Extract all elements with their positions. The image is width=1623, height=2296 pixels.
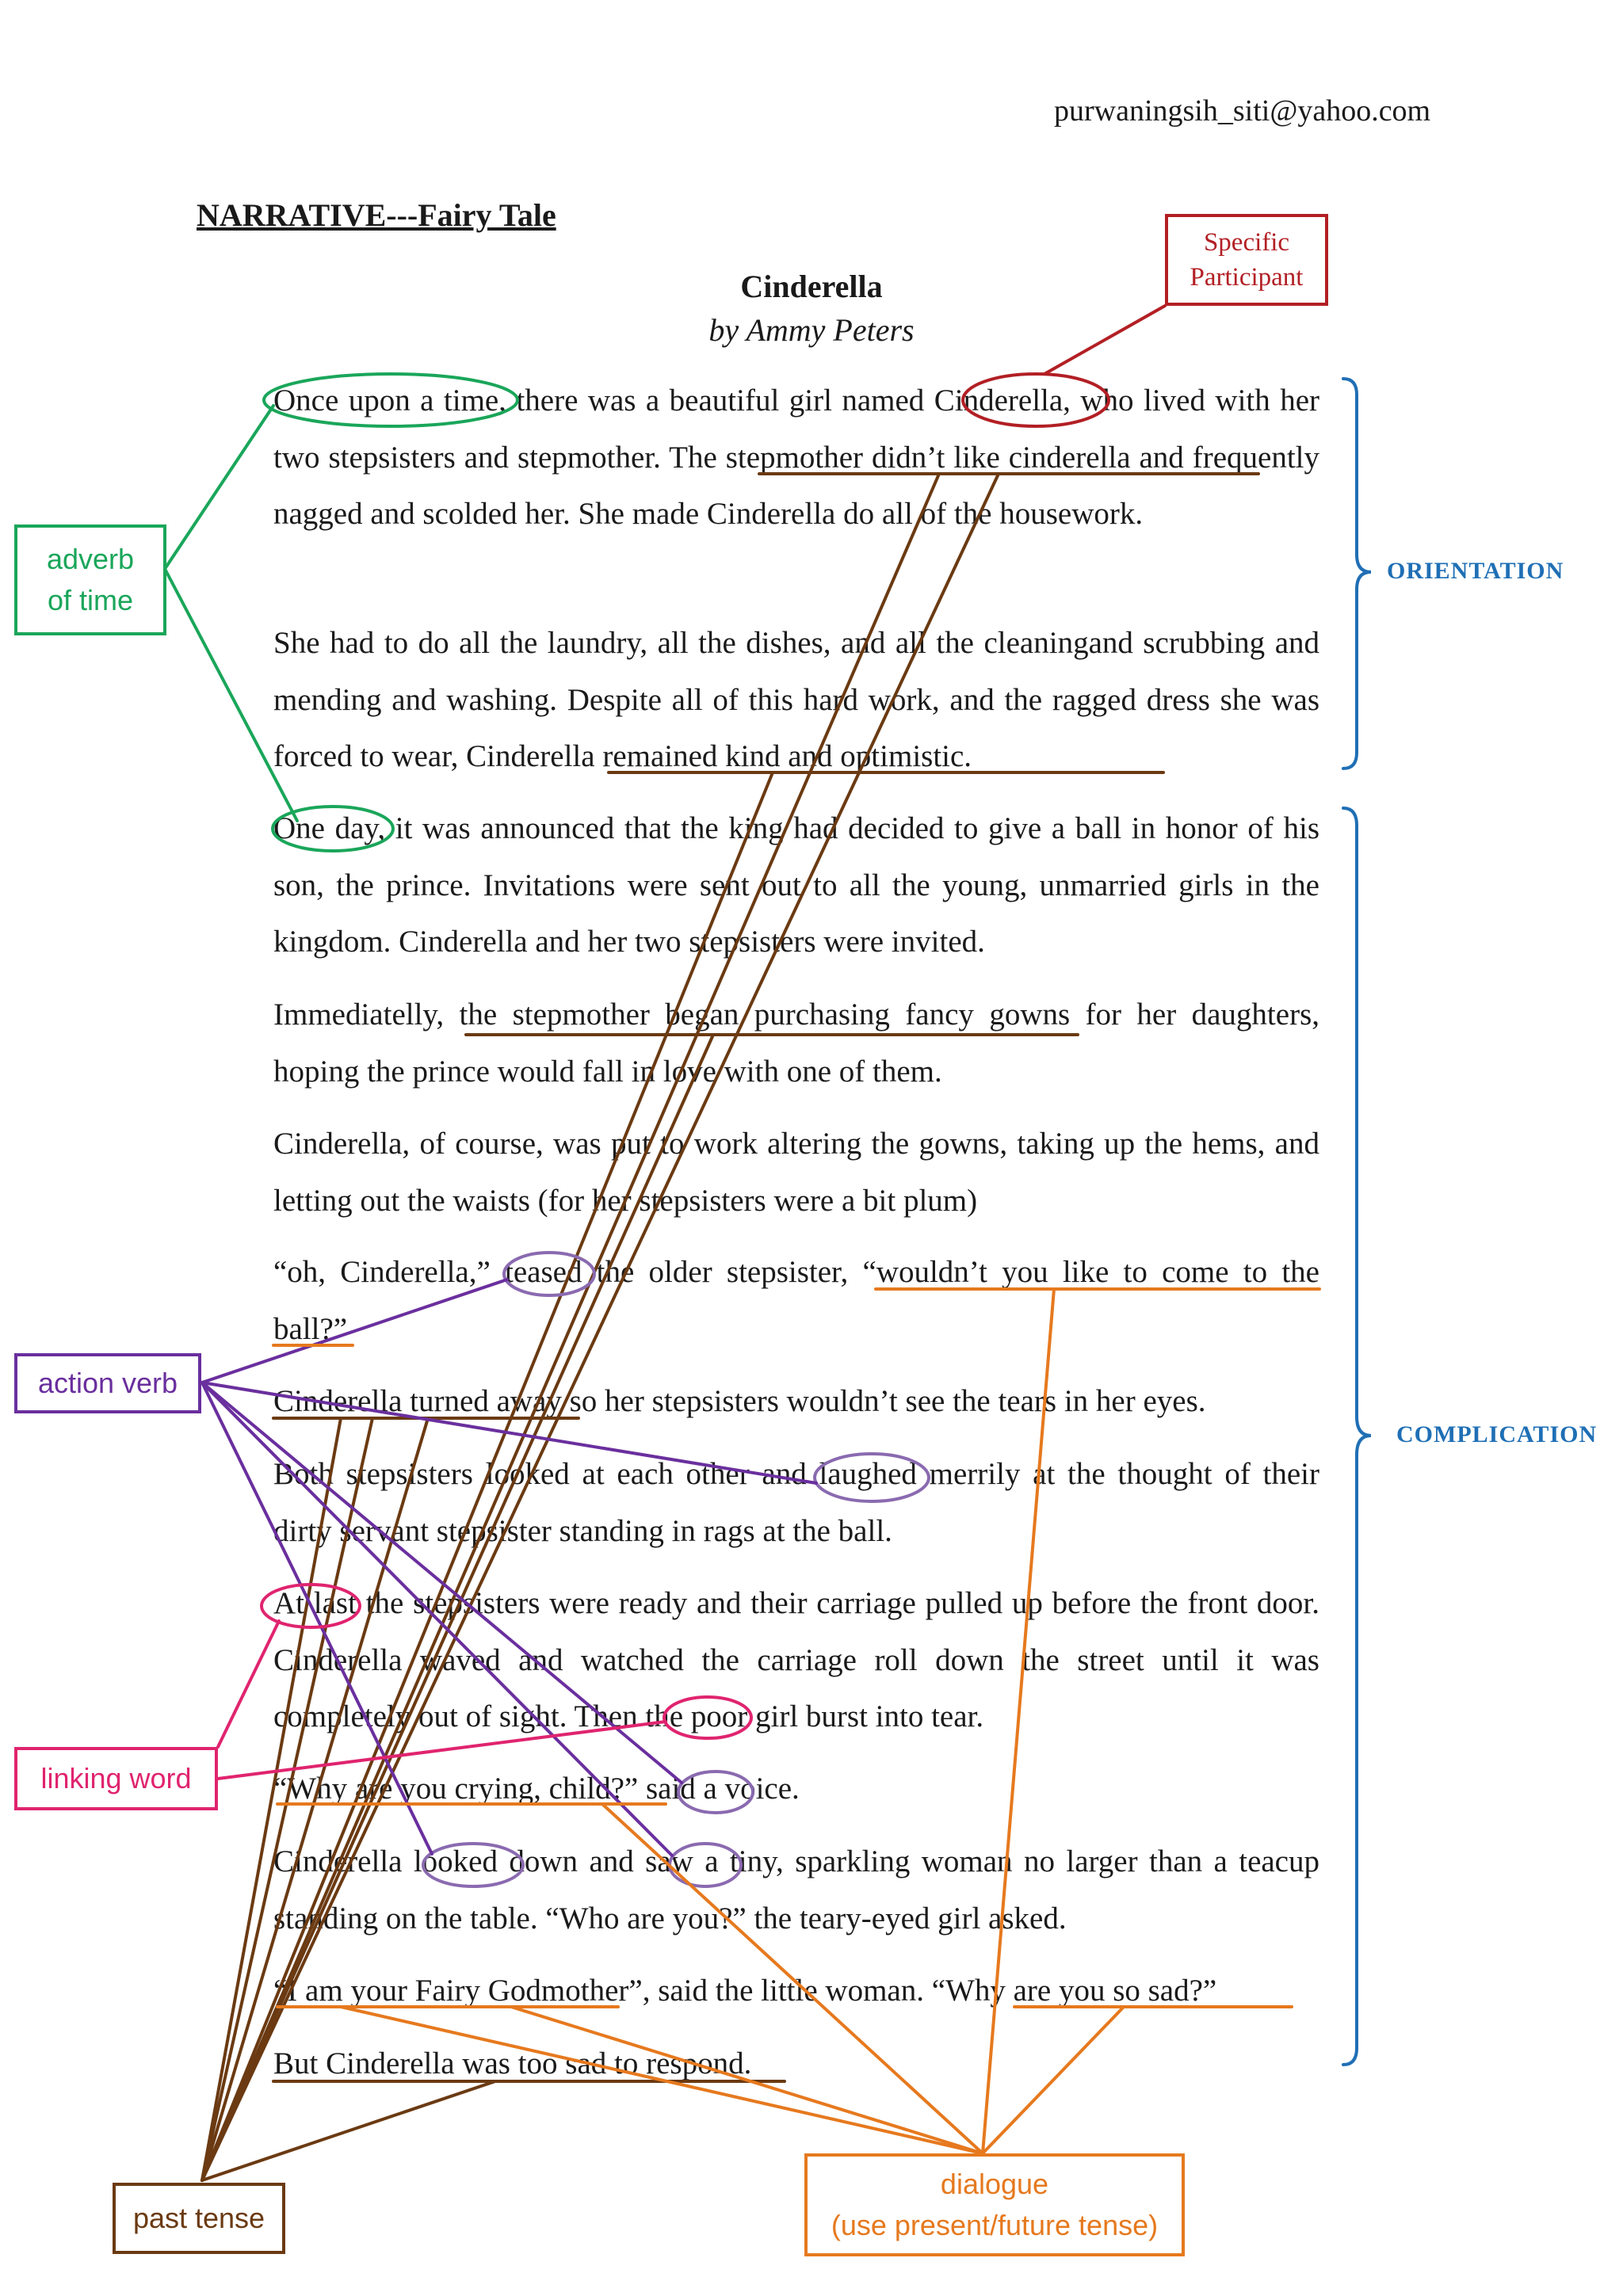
linking-word-box bbox=[14, 1747, 218, 1810]
orientation-label: ORIENTATION bbox=[1387, 558, 1564, 584]
paragraph-7: Cinderella turned away so her stepsisters wouldn’t see the tears in her eyes. bbox=[273, 1384, 1206, 1418]
action-verb-label: action verb bbox=[37, 1367, 178, 1399]
paragraph-2: She had to do all the laundry, all the dishes, and all the cleaningand scrubbing and mending and washing. Despite all of this hard work, and the ragged dress she was forced to wear, Cinderella remained kind and optimistic. bbox=[273, 626, 1319, 773]
paragraph-8: Both stepsisters looked at each other and laughed merrily at the thought of their dirty servant stepsister standing in rags at the ball. bbox=[273, 1457, 1319, 1548]
complication-label: COMPLICATION bbox=[1396, 1421, 1598, 1447]
paragraph-4: Immediatelly, the stepmother began purchasing fancy gowns for her daughters, hoping the prince would fall in love with one of them. bbox=[273, 997, 1319, 1089]
story-byline: by Ammy Peters bbox=[708, 312, 915, 348]
specific-participant-label: Specific Participant bbox=[1190, 228, 1304, 292]
paragraph-1: Once upon a time, there was a beautiful girl named Cinderella, who lived with her two stepsisters and stepmother. The stepmother didn’t like cinderella and frequently nagged and scolded her. She made Cinderella do all of the housework. bbox=[273, 383, 1319, 531]
paragraph-10: “Why are you crying, child?” said a voice. bbox=[273, 1772, 800, 1806]
paragraph-6: “oh, Cinderella,” teased the older stepsister, “wouldn’t you like to come to the ball?” bbox=[273, 1255, 1319, 1346]
past-tense-box bbox=[113, 2183, 285, 2254]
specific-participant-box bbox=[1165, 214, 1328, 306]
paragraph-3: One day, it was announced that the king had decided to give a ball in honor of his son, the prince. Invitations were sent out to all the young, unmarried girls in the kingdom. Cinderella and her two stepsisters were invited. bbox=[273, 811, 1319, 959]
dialogue-label: dialogue (use present/future tense) bbox=[831, 2168, 1159, 2241]
adverb-of-time-box bbox=[14, 524, 166, 635]
linking-word-label: linking word bbox=[40, 1762, 192, 1794]
paragraph-5: Cinderella, of course, was put to work altering the gowns, taking up the hems, and letting out the waists (for her stepsisters were a bit plum) bbox=[273, 1127, 1319, 1218]
action-verb-circles bbox=[423, 1253, 929, 1886]
action-verb-box bbox=[14, 1353, 201, 1413]
paragraph-13: But Cinderella was too sad to respond. bbox=[273, 2046, 752, 2081]
dialogue-box bbox=[804, 2153, 1185, 2256]
story-title: Cinderella bbox=[740, 269, 883, 304]
paragraph-9: At last the stepsisters were ready and their carriage pulled up before the front door. Cinderella waved and watched the carriage roll down the street until it was completely out of sight. Then the poor girl burst into tear. bbox=[273, 1586, 1319, 1733]
specific-participant-marks bbox=[963, 306, 1165, 426]
adverb-of-time-label: adverb of time bbox=[46, 543, 135, 616]
past-tense-underlines bbox=[273, 474, 1258, 2081]
structure-braces bbox=[1343, 379, 1371, 2065]
author-email: purwaningsih_siti@yahoo.com bbox=[1054, 94, 1431, 128]
past-tense-connectors bbox=[202, 474, 999, 2180]
document-heading: NARRATIVE---Fairy Tale bbox=[197, 197, 556, 233]
paragraph-11: Cinderella looked down and saw a tiny, sparkling woman no larger than a teacup standing on the table. “Who are you?” the teary-eyed girl asked. bbox=[273, 1844, 1319, 1936]
paragraph-12: “I am your Fairy Godmother”, said the little woman. “Why are you so sad?” bbox=[273, 1974, 1217, 2008]
adverb-of-time-marks bbox=[165, 374, 517, 851]
past-tense-label: past tense bbox=[132, 2202, 265, 2234]
